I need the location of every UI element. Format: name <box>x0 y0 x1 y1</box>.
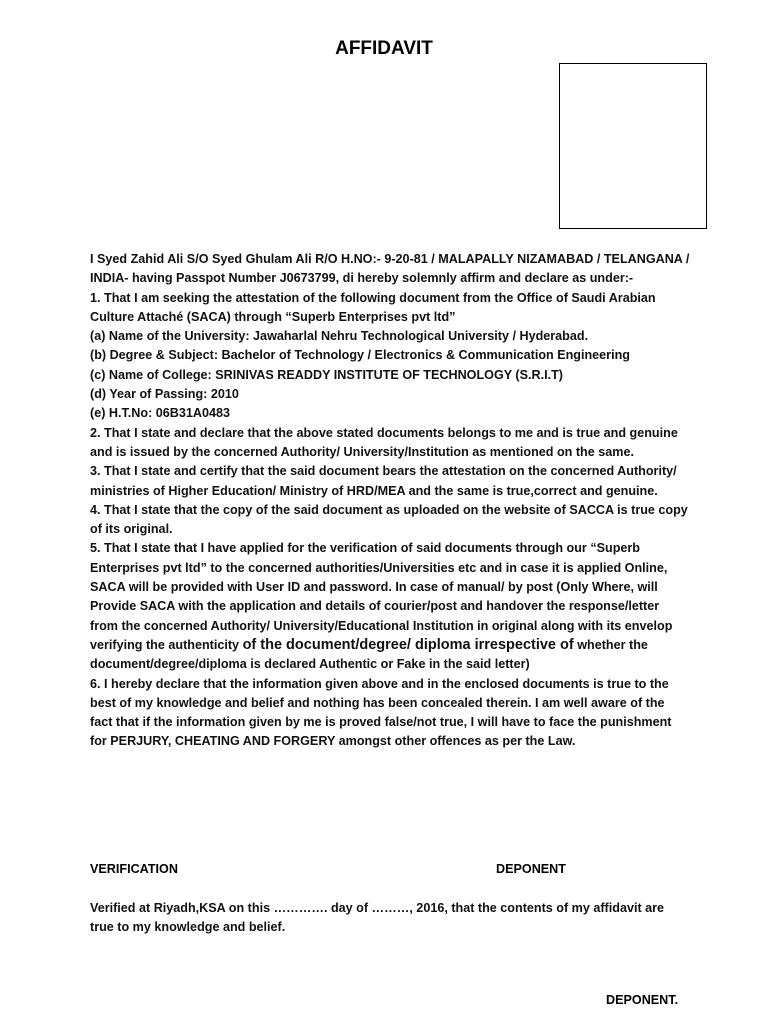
affidavit-body <box>90 250 690 752</box>
point-5-part1: 5. That I state that I have applied for the verification of said documents through our “Superb Enterprises pvt ltd” to the concerned authorities/Universities etc and in case it is applied Online, SACA will be provided with User ID and password. In case of manual/ by post (Only Where, will Provide SACA with the application and details of courier/post and handover the response/letter from the concerned Authority/ University/Educational Institution in original along with its envelop verifying the authenticity <box>90 541 673 652</box>
deponent-signature-label: DEPONENT. <box>606 993 679 1007</box>
point-1e: (e) H.T.No: 06B31A0483 <box>90 406 230 421</box>
point-1b: (b) Degree & Subject: Bachelor of Technology / Electronics & Communication Engineering <box>90 348 630 363</box>
point-1c: (c) Name of College: SRINIVAS READDY INSTITUTE OF TECHNOLOGY (S.R.I.T) <box>90 367 564 382</box>
verification-row <box>90 862 690 882</box>
point-5 <box>90 539 690 674</box>
verification-label: VERIFICATION <box>90 862 178 876</box>
document-title <box>0 38 768 60</box>
title-text: AFFIDAVIT <box>335 38 433 59</box>
intro-paragraph: I Syed Zahid Ali S/O Syed Ghulam Ali R/O H.NO:- 9-20-81 / MALAPALLY NIZAMABAD / TELANGANA / INDIA- having Passpot Number J0673799, di hereby solemnly affirm and declare as under:- <box>90 252 690 286</box>
point-5-part3: whether the document/degree/diploma is declared Authentic or Fake in the said letter) <box>90 637 648 672</box>
point-5-emphasis: of the document/degree/ diploma irrespective of <box>242 636 574 653</box>
point-2: 2. That I state and declare that the above stated documents belongs to me and is true and genuine and is issued by the concerned Authority/ University/Institution as mentioned on the same. <box>90 425 678 459</box>
point-1d: (d) Year of Passing: 2010 <box>90 387 239 402</box>
deponent-label: DEPONENT <box>496 862 566 876</box>
point-1: 1. That I am seeking the attestation of the following document from the Office of Saudi Arabian Culture Attaché (SACA) through “Superb Enterprises pvt ltd” <box>90 290 656 324</box>
photo-placeholder-box <box>559 63 707 229</box>
verified-statement: Verified at Riyadh,KSA on this …………. day of ………, 2016, that the contents of my affidavit are true to my knowledge and belief. <box>90 901 665 935</box>
point-3: 3. That I state and certify that the said document bears the attestation on the concerned Authority/ ministries of Higher Education/ Ministry of HRD/MEA and the same is true,correct and genuine. <box>90 464 677 498</box>
point-6: 6. I hereby declare that the information given above and in the enclosed documents is true to the best of my knowledge and belief and nothing has been concealed therein. I am well aware of the fact that if the information given by me is proved false/not true, I will have to face the punishment for PERJURY, CHEATING AND FORGERY amongst other offences as per the Law. <box>90 676 672 749</box>
point-4: 4. That I state that the copy of the said document as uploaded on the website of SACCA is true copy of its original. <box>90 502 688 537</box>
point-1a: (a) Name of the University: Jawaharlal Nehru Technological University / Hyderabad. <box>90 329 589 344</box>
